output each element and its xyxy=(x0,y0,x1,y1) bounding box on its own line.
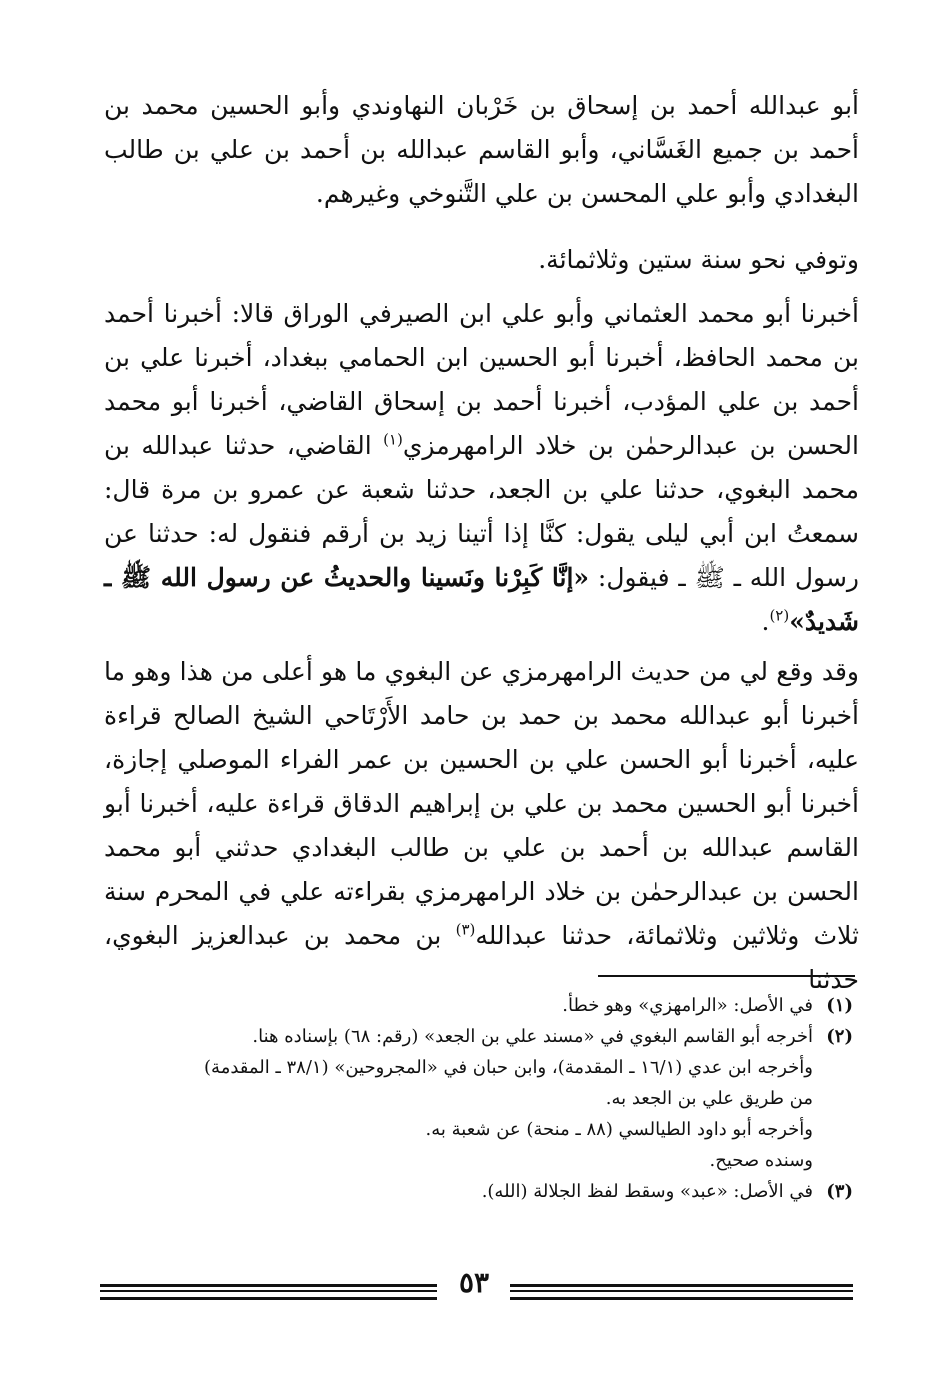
footnote-item xyxy=(100,990,853,1021)
footnote-ref-3: (٣) xyxy=(455,920,476,939)
footnote-separator xyxy=(598,975,855,977)
footnote-text: وأخرجه ابن عدي (١٦/١ ـ المقدمة)، وابن حبان في «المجروحين» (٣٨/١ ـ المقدمة) xyxy=(204,1057,813,1078)
paragraph-3 xyxy=(104,292,859,644)
paragraph-2-text: وتوفي نحو سنة ستين وثلاثمائة. xyxy=(538,245,859,274)
footnote-ref-1: (١) xyxy=(383,430,403,449)
paragraph-2 xyxy=(104,238,859,282)
paragraph-3-text-c: . xyxy=(761,607,770,636)
footnote-text: من طريق علي بن الجعد به. xyxy=(605,1088,813,1109)
footnote-item xyxy=(100,1176,853,1207)
footnote-text: وسنده صحيح. xyxy=(709,1150,813,1171)
page-number: ٥٣ xyxy=(458,1266,490,1299)
paragraph-1-text: أبو عبدالله أحمد بن إسحاق بن خَرْبان النهاوندي وأبو الحسين محمد بن أحمد بن جميع الغَسَّاني، وأبو القاسم عبدالله بن أحمد بن علي بن طالب البغدادي وأبو علي المحسن بن علي التَّنوخي وغيرهم. xyxy=(104,91,859,208)
footnote-item xyxy=(100,1021,853,1052)
bottom-rule-left xyxy=(100,1284,437,1300)
footnote-text: في الأصل: «عبد» وسقط لفظ الجلالة (الله). xyxy=(481,1181,813,1202)
footnote-continuation xyxy=(100,1114,853,1145)
paragraph-3-text-b: القاضي، حدثنا عبدالله بن محمد البغوي، حدثنا علي بن الجعد، حدثنا شعبة عن عمرو بن مرة قال: سمعتُ ابن أبي ليلى يقول: كنَّا إذا أتينا زيد بن أرقم فنقول له: حدثنا عن رسول الله ـ ﷺ ـ فيقول: xyxy=(104,431,859,592)
footnote-text: أخرجه أبو القاسم البغوي في «مسند علي بن الجعد» (رقم: ٦٨) بإسناده هنا. xyxy=(252,1026,813,1047)
hadith-quote: «إنَّا كَبِرْنا ونَسينا والحديثُ عن رسول الله ﷺ ـ شَديدٌ» xyxy=(104,563,859,636)
paragraph-1 xyxy=(104,84,859,216)
paragraph-4-text-b: بن محمد بن عبدالعزيز البغوي، حدثنا xyxy=(104,921,859,994)
footnote-continuation xyxy=(100,1083,853,1114)
footnote-text: وأخرجه أبو داود الطيالسي (٨٨ ـ منحة) عن شعبة به. xyxy=(425,1119,813,1140)
footnotes xyxy=(100,990,853,1207)
footnote-continuation xyxy=(100,1145,853,1176)
footnote-text: في الأصل: «الرامهزي» وهو خطأ. xyxy=(562,995,813,1016)
footnote-ref-2: (٢) xyxy=(769,606,790,625)
paragraph-3-text-a: أخبرنا أبو محمد العثماني وأبو علي ابن الصيرفي الوراق قالا: أخبرنا أحمد بن محمد الحافظ، أخبرنا أبو الحسين ابن الحمامي ببغداد، أخبرنا علي بن أحمد بن علي المؤدب، أخبرنا أحمد بن إسحاق القاضي، أخبرنا أبو محمد الحسن بن عبدالرحمٰن بن خلاد الرامهرمزي xyxy=(104,299,859,460)
paragraph-4 xyxy=(104,650,859,1002)
paragraph-4-text-a: وقد وقع لي من حديث الرامهرمزي عن البغوي ما هو أعلى من هذا وهو ما أخبرنا أبو عبدالله محمد بن حمد بن حامد الأَرْتَاحي الشيخ الصالح قراءة عليه، أخبرنا أبو الحسن علي بن الحسين بن عمر الفراء الموصلي إجازة، أخبرنا أبو الحسين محمد بن علي بن إبراهيم الدقاق قراءة عليه، أخبرنا أبو القاسم عبدالله بن أحمد بن علي بن طالب البغدادي حدثني أبو محمد الحسن بن عبدالرحمٰن بن خلاد الرامهرمزي بقراءته علي في المحرم سنة ثلاث وثلاثين وثلاثمائة، حدثنا عبدالله xyxy=(104,657,859,950)
footnote-continuation xyxy=(100,1052,853,1083)
bottom-rule-right xyxy=(510,1284,853,1300)
footnote-number: (٢) xyxy=(826,1026,853,1047)
footnote-number: (٣) xyxy=(826,1181,853,1202)
footnote-number: (١) xyxy=(826,995,853,1016)
